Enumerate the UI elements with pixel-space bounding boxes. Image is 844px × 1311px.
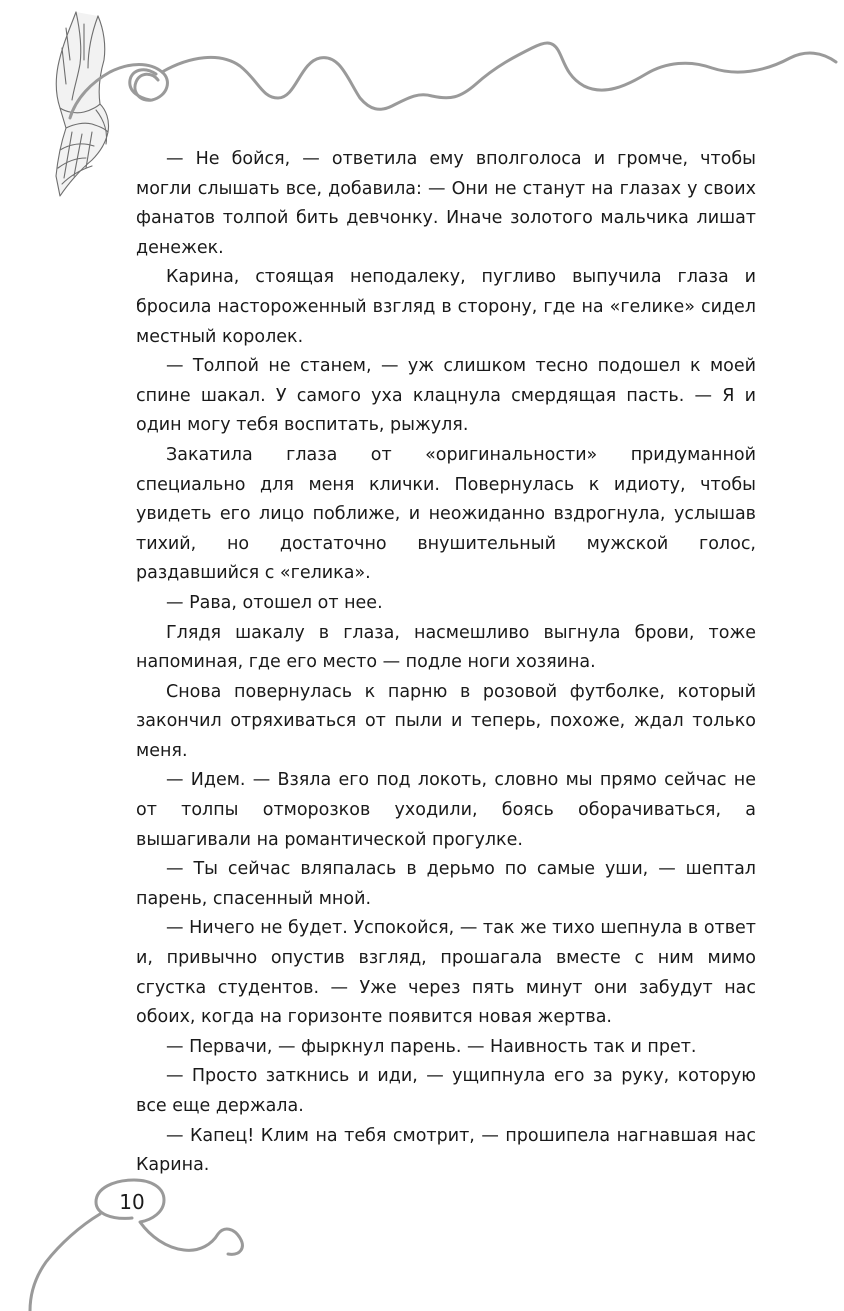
hand-illustration-icon [56,12,109,196]
paragraph: — Рава, отошел от нее. [166,592,383,613]
paragraph: — Ничего не будет. Успокойся, — так же тихо шепнула в ответ и, привычно опустив взгляд, прошагала вместе с ним мимо сгустка студентов. — Уже через пять минут они забудут нас обоих, когда на горизонте появится новая жертва. [136,918,756,1028]
page-number: 10 [119,1190,145,1214]
paragraph: Снова повернулась к парню в розовой футболке, который закончил отряхиваться от пыли и теперь, похоже, ждал только меня. [136,681,756,761]
paragraph: — Капец! Клим на тебя смотрит, — прошипела нагнавшая нас Карина. [136,1125,756,1176]
paragraph: Глядя шакалу в глаза, насмешливо выгнула брови, тоже напоминая, где его место — подле ноги хозяина. [136,622,756,673]
body-text [136,145,756,1181]
paragraph: — Просто заткнись и иди, — ущипнула его за руку, которую все еще держала. [136,1066,756,1116]
paragraph: — Толпой не станем, — уж слишком тесно подошел к моей спине шакал. У самого уха клацнула смердящая пасть. — Я и один могу тебя воспитать, рыжуля. [136,356,756,436]
paragraph: Закатила глаза от «оригинальности» придуманной специально для меня клички. Повернулась к идиоту, чтобы увидеть его лицо поближе, и неожиданно вздрогнула, услышав тихий, но достаточно внушительный мужской голос, раздавшийся с «гелика». [136,444,756,584]
ribbon-heart-icon [70,43,836,118]
paragraph: — Не бойся, — ответила ему вполголоса и громче, чтобы могли слышать все, добавила: — Они не станут на глазах у своих фанатов толпой бить девчонку. Иначе золотого мальчика лишат денежек. [136,149,756,258]
paragraph: — Ты сейчас вляпалась в дерьмо по самые уши, — шептал парень, спасенный мной. [136,859,756,909]
paragraph: Карина, стоящая неподалеку, пугливо выпучила глаза и бросила настороженный взгляд в сторону, где на «гелике» сидел местный королек. [136,267,756,347]
paragraph: — Идем. — Взяла его под локоть, словно мы прямо сейчас не от толпы отморозков уходили, боясь оборачиваться, а вышагивали на романтической прогулке. [136,770,756,850]
paragraph: — Первачи, — фыркнул парень. — Наивность так и прет. [166,1036,697,1057]
